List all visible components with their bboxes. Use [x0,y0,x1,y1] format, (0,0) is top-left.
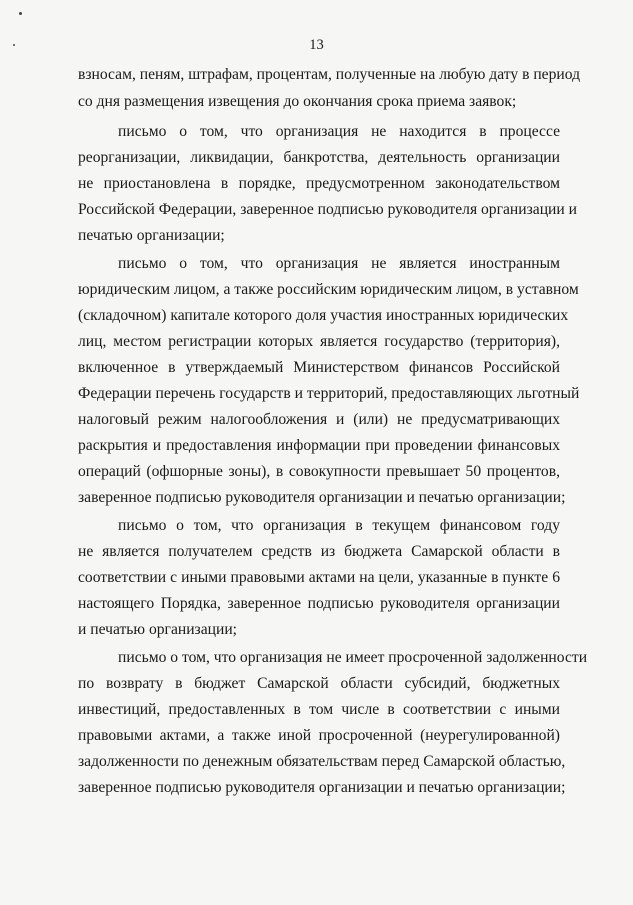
scan-speck [19,12,22,15]
text-line: настоящего Порядка, заверенное подписью руководителя организации [78,595,560,612]
text-line: не приостановлена в порядке, предусмотренном законодательством [78,175,560,192]
text-line: включенное в утверждаемый Министерством финансов Российской [78,359,560,376]
text-line: печатью организации; [78,227,225,244]
text-line: заверенное подписью руководителя организации и печатью организации; [78,489,566,506]
text-line: Федерации перечень государств и территорий, предоставляющих льготный [78,385,580,402]
text-line: реорганизации, ликвидации, банкротства, деятельность организации [78,149,560,166]
text-line: и печатью организации; [78,621,238,638]
text-line: соответствии с иными правовыми актами на цели, указанные в пункте 6 [78,569,560,586]
text-line: письмо о том, что организация не имеет просроченной задолженности [118,649,588,666]
text-line: не является получателем средств из бюджета Самарской области в [78,543,560,560]
text-line: письмо о том, что организация в текущем финансовом году [118,517,560,534]
text-line: правовыми актами, а также иной просроченной (неурегулированной) [78,727,560,744]
text-line: (складочном) капитале которого доля участия иностранных юридических [78,307,569,324]
text-line: операций (офшорные зоны), в совокупности превышает 50 процентов, [78,463,560,480]
text-line: по возврату в бюджет Самарской области субсидий, бюджетных [78,675,560,692]
text-line: инвестиций, предоставленных в том числе в соответствии с иными [78,701,560,718]
text-line: лиц, местом регистрации которых является государство (территория), [78,333,560,350]
text-line: налоговый режим налогообложения и (или) не предусматривающих [78,411,560,428]
text-line: письмо о том, что организация не является иностранным [118,255,560,272]
text-line: письмо о том, что организация не находится в процессе [118,123,560,140]
text-line: заверенное подписью руководителя организации и печатью организации; [78,779,566,796]
text-line: со дня размещения извещения до окончания срока приема заявок; [78,93,517,110]
text-line: задолженности по денежным обязательствам перед Самарской областью, [78,753,566,770]
text-line: Российской Федерации, заверенное подписью руководителя организации и [78,201,577,218]
text-line: взносам, пеням, штрафам, процентам, полученные на любую дату в период [78,66,581,83]
text-line: раскрытия и предоставления информации при проведении финансовых [78,437,560,454]
text-line: юридическим лицом, а также российским юридическим лицом, в уставном [78,281,579,298]
page-number: 13 [309,37,324,53]
scan-speck [13,44,15,46]
